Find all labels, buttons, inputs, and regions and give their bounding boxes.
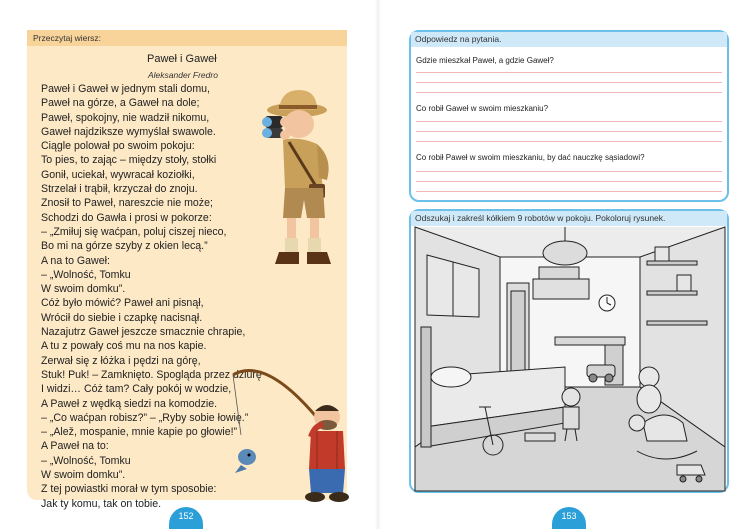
poem-line: A tu z powały coś mu na nos kapie. bbox=[41, 340, 207, 353]
poem-line: Z tej powiastki morał w tym sposobie: bbox=[41, 483, 217, 496]
poem-line: – „Zmiłuj się waćpan, poluj ciszej nieco, bbox=[41, 225, 227, 238]
poem-line: Gaweł najdziksze wymyślał swawole. bbox=[41, 125, 216, 138]
poem-line: Wrócił do siebie i czapkę nacisnął. bbox=[41, 311, 203, 324]
answer-line[interactable] bbox=[416, 171, 722, 172]
coloring-task-instruction: Odszukaj i zakreśl kółkiem 9 robotów w pokoju. Pokoloruj rysunek. bbox=[411, 211, 727, 226]
coloring-task-card bbox=[409, 209, 729, 493]
poem-line: A Paweł z wędką siedzi na komodzie. bbox=[41, 397, 218, 410]
answer-line[interactable] bbox=[416, 82, 722, 83]
poem-line: Strzelał i trąbił, krzyczał do znoju. bbox=[41, 183, 198, 196]
page-number-right: 153 bbox=[552, 507, 586, 529]
poem-line: – „Wolność, Tomku bbox=[41, 454, 131, 467]
questions-card bbox=[409, 30, 729, 202]
book-spine-shadow bbox=[375, 0, 381, 529]
poem-line: – „Co waćpan robisz?” – „Ryby sobie łowię.” bbox=[41, 411, 249, 424]
poem-author: Aleksander Fredro bbox=[148, 70, 218, 80]
answer-line[interactable] bbox=[416, 121, 722, 122]
answer-line[interactable] bbox=[416, 141, 722, 142]
poem-line: – „Alež, mospanie, mnie kapie po głowie!” bbox=[41, 426, 238, 439]
poem-line: W swoim domku”. bbox=[41, 469, 126, 482]
poem-line: Paweł na górze, a Gaweł na dole; bbox=[41, 97, 200, 110]
poem-line: Ciągle polował po swoim pokoju: bbox=[41, 140, 195, 153]
questions-instruction: Odpowiedz na pytania. bbox=[411, 32, 727, 47]
poem-title: Paweł i Gaweł bbox=[147, 53, 217, 65]
poem-card bbox=[27, 30, 347, 510]
poem-line: A na to Gaweł: bbox=[41, 254, 110, 267]
answer-line[interactable] bbox=[416, 92, 722, 93]
poem-line: Zerwał się z łóżka i pędzi na górę, bbox=[41, 354, 201, 367]
poem-line: Paweł i Gaweł w jednym stali domu, bbox=[41, 83, 210, 95]
poem-line: To pies, to zając – między stoły, stołki bbox=[41, 154, 217, 167]
poem-line: A Paweł na to: bbox=[41, 440, 109, 453]
answer-line[interactable] bbox=[416, 191, 722, 192]
answer-line[interactable] bbox=[416, 72, 722, 73]
answer-line[interactable] bbox=[416, 181, 722, 182]
poem-line: Jak ty komu, tak on tobie. bbox=[41, 497, 162, 510]
poem-line: Bo mi na górze szyby z okien lecą.” bbox=[41, 240, 208, 253]
poem-line: Gonił, uciekał, wywracał koziołki, bbox=[41, 168, 195, 181]
poem-line: Cóż było mówić? Paweł ani pisnął, bbox=[41, 297, 204, 310]
boy-with-binoculars-illustration bbox=[257, 88, 347, 278]
question-2: Co robił Gaweł w swoim mieszkaniu? bbox=[416, 104, 549, 113]
poem-line: Schodzi do Gawła i prosi w pokorze: bbox=[41, 211, 212, 224]
poem-line: Paweł, spokojny, nie wadził nikomu, bbox=[41, 111, 210, 124]
poem-line: I widzi… Cóż tam? Cały pokój w wodzie, bbox=[41, 383, 232, 396]
page-number-left: 152 bbox=[169, 507, 203, 529]
poem-line: – „Wolność, Tomku bbox=[41, 268, 131, 281]
question-3: Co robił Paweł w swoim mieszkaniu, by dać nauczkę sąsiadowi? bbox=[416, 153, 645, 162]
poem-instruction: Przeczytaj wiersz: bbox=[27, 30, 347, 46]
fisherman-with-rod-illustration bbox=[227, 365, 347, 505]
question-1: Gdzie mieszkał Paweł, a gdzie Gaweł? bbox=[416, 56, 554, 65]
poem-line: Znosił to Paweł, nareszcie nie może; bbox=[41, 197, 213, 210]
answer-line[interactable] bbox=[416, 131, 722, 132]
poem-line: W swoim domku”. bbox=[41, 283, 126, 296]
poem-line: Stuk! Puk! – Zamknięto. Spogląda przez dziurę bbox=[41, 368, 262, 381]
room-coloring-picture[interactable] bbox=[415, 227, 725, 491]
poem-line: Nazajutrz Gaweł jeszcze smacznie chrapie, bbox=[41, 326, 246, 339]
